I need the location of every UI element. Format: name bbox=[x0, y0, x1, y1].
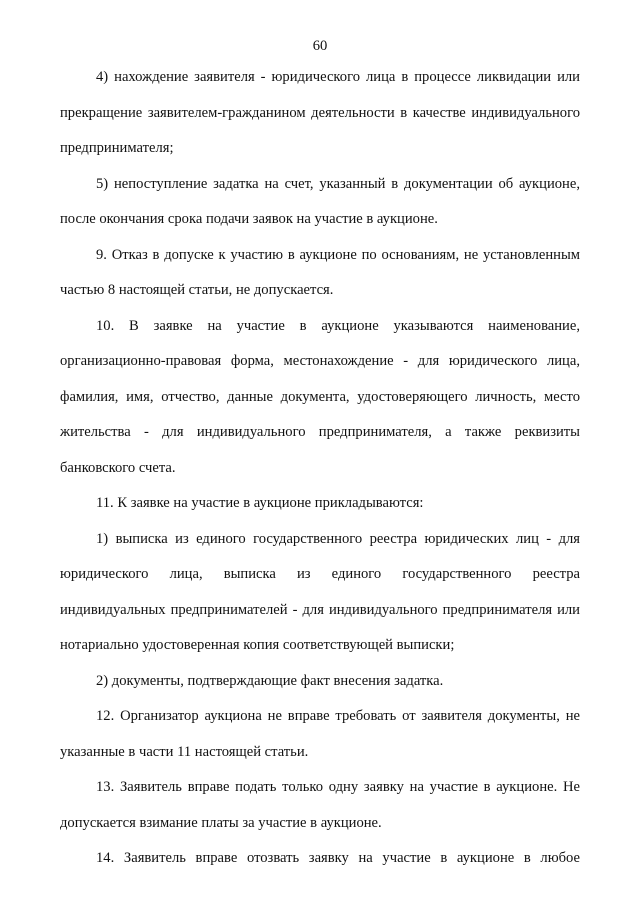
paragraph-section-11-item-2: 2) документы, подтверждающие факт внесения задатка. bbox=[96, 672, 444, 689]
page-number: 60 bbox=[312, 38, 328, 54]
paragraph-section-11-item-1: 1) выписка из единого государственного реестра юридических лиц - для юридического лица, выписка из единого государственного реестра индивидуальных предпринимателей - для индивидуального предпринимателя или нотариально удостоверенная копия соответствующей выписки; bbox=[60, 530, 580, 653]
paragraph-section-9: 9. Отказ в допуске к участию в аукционе по основаниям, не установленным частью 8 настоящей статьи, не допускается. bbox=[60, 246, 580, 298]
paragraph-section-13: 13. Заявитель вправе подать только одну заявку на участие в аукционе. Не допускается взимание платы за участие в аукционе. bbox=[60, 779, 580, 831]
paragraph-section-12: 12. Организатор аукциона не вправе требовать от заявителя документы, не указанные в части 11 настоящей статьи. bbox=[60, 708, 580, 760]
paragraph-section-10: 10. В заявке на участие в аукционе указываются наименование, организационно-правовая форма, местонахождение - для юридического лица, фамилия, имя, отчество, данные документа, удостоверяющего личность, место жительства - для индивидуального предпринимателя, а также реквизиты банковского счета. bbox=[60, 317, 580, 476]
paragraph-section-11: 11. К заявке на участие в аукционе прикладываются: bbox=[96, 495, 424, 511]
document-body bbox=[60, 60, 580, 877]
paragraph-item-4: 4) нахождение заявителя - юридического лица в процессе ликвидации или прекращение заявителем-гражданином деятельности в качестве индивидуального предпринимателя; bbox=[60, 69, 580, 156]
paragraph-item-5: 5) непоступление задатка на счет, указанный в документации об аукционе, после окончания срока подачи заявок на участие в аукционе. bbox=[60, 175, 580, 227]
paragraph-section-14: 14. Заявитель вправе отозвать заявку на участие в аукционе в любое bbox=[96, 850, 580, 866]
